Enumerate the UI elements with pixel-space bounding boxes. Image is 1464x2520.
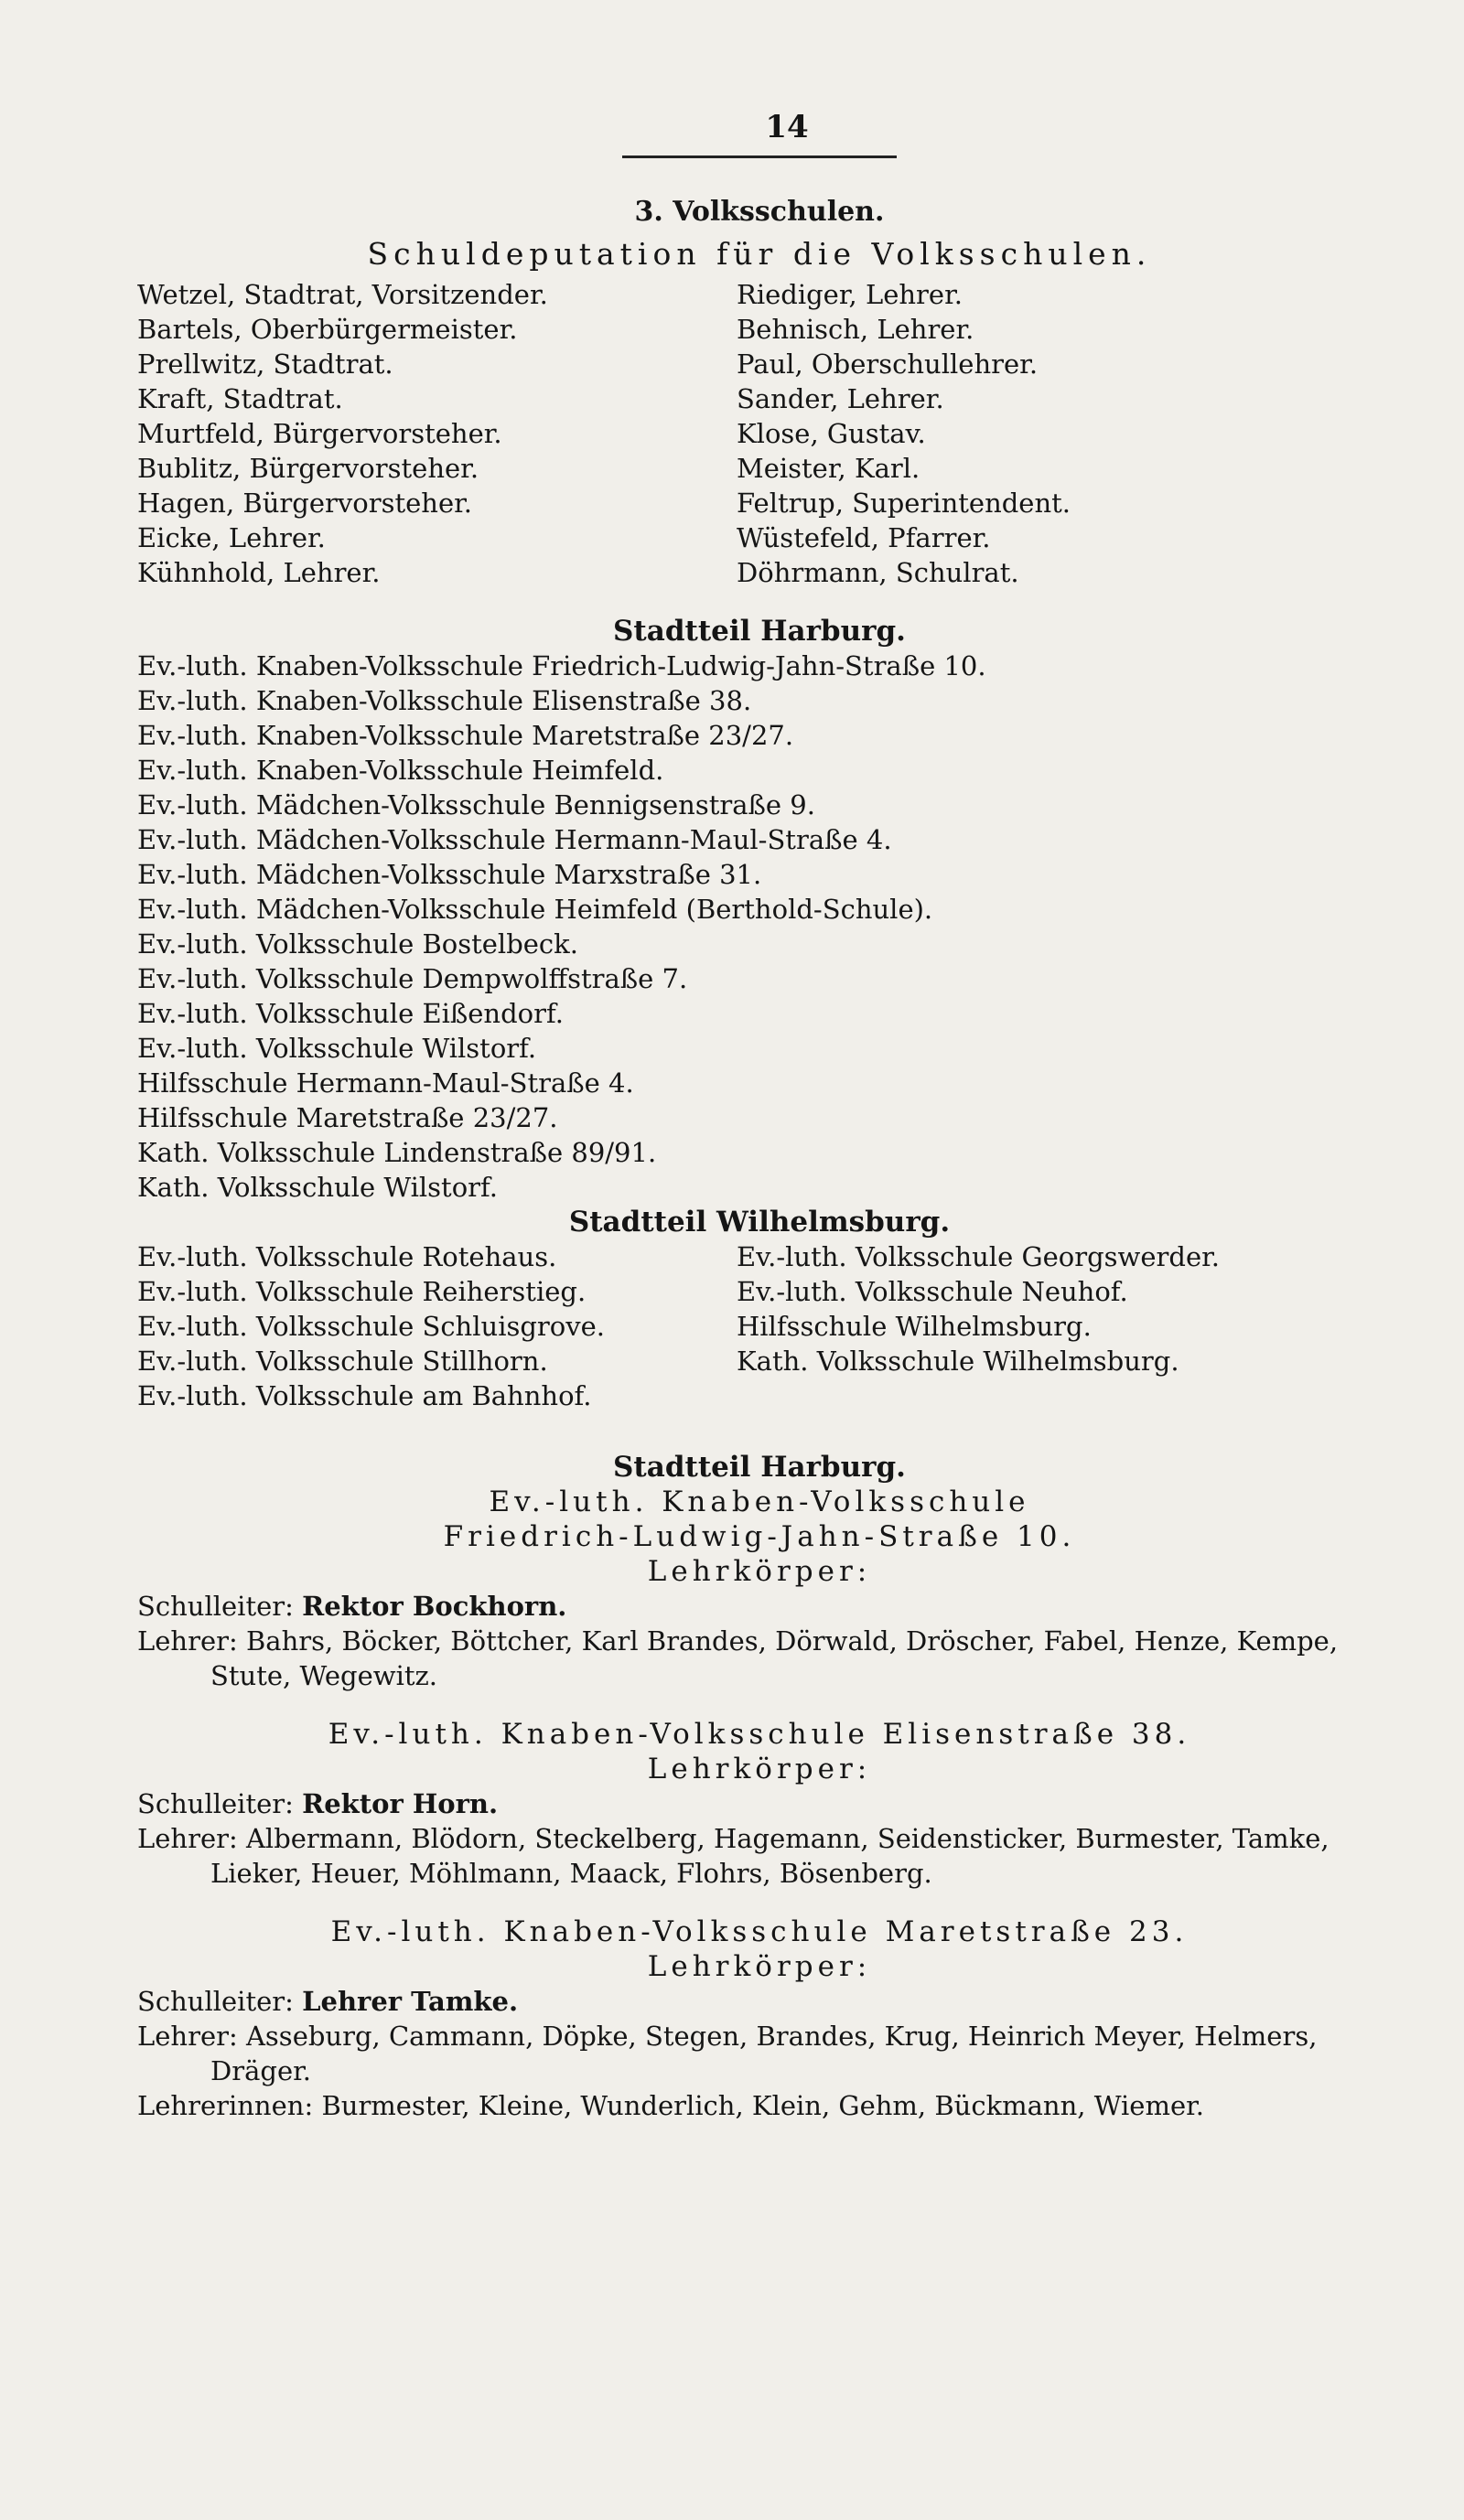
school-entry: [137, 1914, 1382, 2123]
member-right: Sander, Lehrer.: [737, 383, 944, 414]
list-item: Ev.-luth. Volksschule Stillhorn.: [137, 1346, 548, 1377]
member-right: Klose, Gustav.: [737, 418, 926, 449]
list-item: Ev.-luth. Volksschule Neuhof.: [737, 1276, 1128, 1307]
list-item: Ev.-luth. Knaben-Volksschule Maretstraße 23/27.: [137, 720, 794, 751]
list-item: Ev.-luth. Knaben-Volksschule Friedrich-Ludwig-Jahn-Straße 10.: [137, 650, 986, 681]
leader-name: Lehrer Tamke.: [302, 1986, 519, 2017]
member-right: Feltrup, Superintendent.: [737, 488, 1071, 519]
list-item: Ev.-luth. Volksschule Dempwolffstraße 7.: [137, 963, 688, 994]
deputation-title: Schuldeputation für die Volksschulen.: [367, 236, 1152, 272]
teachers-label: Lehrer:: [137, 2021, 238, 2052]
teacher-list: [137, 1821, 1382, 1891]
school-name: Ev.-luth. Knaben-Volksschule: [489, 1485, 1030, 1518]
school-entry: [137, 1717, 1382, 1891]
member-right: Paul, Oberschullehrer.: [737, 349, 1039, 380]
list-item: Ev.-luth. Volksschule Reiherstieg.: [137, 1276, 587, 1307]
member-left: Bublitz, Bürgervorsteher.: [137, 453, 479, 484]
list-item: Hilfsschule Maretstraße 23/27.: [137, 1102, 558, 1133]
teachers-names: Asseburg, Cammann, Döpke, Stegen, Brandes, Krug, Heinrich Meyer, Helmers, Dräger.: [210, 2021, 1318, 2086]
list-item: Ev.-luth. Volksschule Wilstorf.: [137, 1033, 537, 1064]
page-number: 14: [622, 110, 897, 158]
list-item: Kath. Volksschule Wilhelmsburg.: [737, 1346, 1179, 1377]
list-item: Ev.-luth. Mädchen-Volksschule Hermann-Maul-Straße 4.: [137, 824, 892, 855]
list-item: Hilfsschule Wilhelmsburg.: [737, 1311, 1092, 1342]
female-teachers-names: Burmester, Kleine, Wunderlich, Klein, Gehm, Bückmann, Wiemer.: [321, 2090, 1205, 2121]
list-item: Ev.-luth. Volksschule Rotehaus.: [137, 1241, 557, 1272]
list-item: Ev.-luth. Mädchen-Volksschule Marxstraße 31.: [137, 859, 762, 890]
detail-district-heading: Stadtteil Harburg.: [613, 1451, 906, 1484]
member-right: Wüstefeld, Pfarrer.: [737, 522, 991, 553]
school-leader: [137, 1786, 1382, 1821]
member-right: Riediger, Lehrer.: [737, 279, 963, 310]
school-leader: [137, 1589, 1382, 1624]
harburg-school-list: [137, 649, 1382, 1205]
member-left: Prellwitz, Stadtrat.: [137, 349, 393, 380]
school-name: Ev.-luth. Knaben-Volksschule Elisenstraße 38.: [328, 1718, 1191, 1751]
staff-heading: Lehrkörper:: [647, 1753, 872, 1785]
member-left: Kraft, Stadtrat.: [137, 383, 343, 414]
member-left: Murtfeld, Bürgervorsteher.: [137, 418, 502, 449]
member-left: Eicke, Lehrer.: [137, 522, 326, 553]
district-heading-wilhelmsburg: Stadtteil Wilhelmsburg.: [568, 1206, 951, 1239]
female-teacher-list: [137, 2088, 1382, 2123]
list-item: Ev.-luth. Mädchen-Volksschule Heimfeld (Berthold-Schule).: [137, 894, 933, 925]
leader-name: Rektor Horn.: [302, 1788, 499, 1819]
school-address: Friedrich-Ludwig-Jahn-Straße 10.: [443, 1520, 1076, 1553]
list-item: Ev.-luth. Knaben-Volksschule Heimfeld.: [137, 755, 664, 786]
member-left: Kühnhold, Lehrer.: [137, 557, 381, 588]
staff-heading: Lehrkörper:: [647, 1555, 872, 1588]
list-item: Ev.-luth. Volksschule Eißendorf.: [137, 998, 564, 1029]
list-item: Ev.-luth. Volksschule Bostelbeck.: [137, 928, 578, 960]
list-item: Kath. Volksschule Lindenstraße 89/91.: [137, 1137, 657, 1168]
wilhelmsburg-school-list: [137, 1239, 1382, 1413]
school-leader: [137, 1984, 1382, 2019]
member-right: Döhrmann, Schulrat.: [737, 557, 1019, 588]
list-item: Ev.-luth. Volksschule Schluisgrove.: [137, 1311, 605, 1342]
deputation-members: [137, 277, 1382, 590]
leader-label: Schulleiter:: [137, 1591, 294, 1622]
school-name: Ev.-luth. Knaben-Volksschule Maretstraße 23.: [330, 1915, 1189, 1948]
leader-label: Schulleiter:: [137, 1788, 294, 1819]
teacher-list: [137, 1624, 1382, 1693]
list-item: Hilfsschule Hermann-Maul-Straße 4.: [137, 1067, 634, 1099]
staff-heading: Lehrkörper:: [647, 1950, 872, 1983]
leader-label: Schulleiter:: [137, 1986, 294, 2017]
section-title: 3. Volksschulen.: [634, 196, 885, 228]
teachers-label: Lehrer:: [137, 1823, 238, 1854]
list-item: Ev.-luth. Volksschule am Bahnhof.: [137, 1380, 592, 1411]
teachers-names: Bahrs, Böcker, Böttcher, Karl Brandes, Dörwald, Dröscher, Fabel, Henze, Kempe, Stute, Wegewitz.: [210, 1625, 1339, 1691]
member-left: Bartels, Oberbürgermeister.: [137, 314, 518, 345]
member-left: Wetzel, Stadtrat, Vorsitzender.: [137, 279, 548, 310]
member-left: Hagen, Bürgervorsteher.: [137, 488, 472, 519]
list-item: [737, 1378, 1382, 1413]
teacher-list: [137, 2019, 1382, 2088]
list-item: Ev.-luth. Volksschule Georgswerder.: [737, 1241, 1221, 1272]
member-right: Meister, Karl.: [737, 453, 920, 484]
list-item: Ev.-luth. Knaben-Volksschule Elisenstraße 38.: [137, 685, 752, 716]
female-teachers-label: Lehrerinnen:: [137, 2090, 314, 2121]
teachers-names: Albermann, Blödorn, Steckelberg, Hagemann, Seidensticker, Burmester, Tamke, Lieker, Heuer, Möhlmann, Maack, Flohrs, Bösenberg.: [210, 1823, 1329, 1889]
list-item: Kath. Volksschule Wilstorf.: [137, 1172, 498, 1203]
teachers-label: Lehrer:: [137, 1625, 238, 1657]
district-heading-harburg: Stadtteil Harburg.: [613, 615, 906, 648]
list-item: Ev.-luth. Mädchen-Volksschule Bennigsenstraße 9.: [137, 789, 815, 820]
school-entry: [137, 1485, 1382, 1693]
leader-name: Rektor Bockhorn.: [302, 1591, 567, 1622]
member-right: Behnisch, Lehrer.: [737, 314, 974, 345]
